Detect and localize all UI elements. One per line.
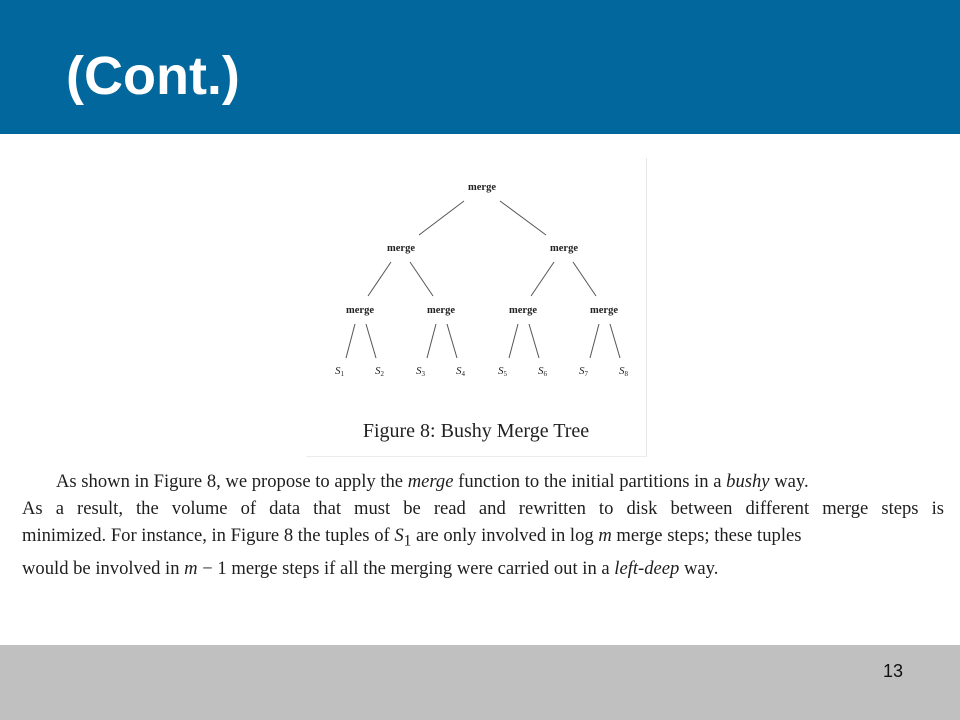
leaf-s1: S1 bbox=[335, 365, 344, 378]
tree-edge bbox=[500, 201, 546, 235]
tree-edge bbox=[447, 324, 457, 358]
paragraph-line-4: would be involved in m − 1 merge steps if all the merging were carried out in a left-deep way. bbox=[22, 557, 719, 579]
leaf-s2: S2 bbox=[375, 365, 384, 378]
merge-node-root: merge bbox=[468, 182, 496, 193]
tree-edge bbox=[410, 262, 433, 296]
tree-edge bbox=[531, 262, 554, 296]
title-bar bbox=[0, 0, 960, 134]
merge-node: merge bbox=[509, 305, 537, 316]
merge-node: merge bbox=[550, 243, 578, 254]
figure-caption: Figure 8: Bushy Merge Tree bbox=[362, 420, 590, 442]
tree-edge bbox=[529, 324, 539, 358]
tree-edge bbox=[346, 324, 355, 358]
tree-edge bbox=[573, 262, 596, 296]
footer-bar bbox=[0, 645, 960, 720]
merge-tree-diagram bbox=[306, 158, 646, 398]
paragraph-line-1: As shown in Figure 8, we propose to apply the merge function to the initial partitions in a bushy way. bbox=[56, 471, 809, 492]
merge-node: merge bbox=[387, 243, 415, 254]
tree-edge bbox=[590, 324, 599, 358]
page-number: 13 bbox=[882, 661, 903, 681]
tree-edge bbox=[427, 324, 436, 358]
leaf-s5: S5 bbox=[498, 365, 507, 378]
body-paragraph bbox=[22, 468, 944, 582]
tree-edge bbox=[509, 324, 518, 358]
figure-bushy-merge-tree bbox=[306, 158, 647, 457]
slide-title: (Cont.) bbox=[66, 46, 240, 106]
paragraph-line-3: minimized. For instance, in Figure 8 the tuples of $S_1$ are only involved in log m merge steps; these tuples bbox=[22, 525, 802, 550]
paragraph-line-2: As a result, the volume of data that must be read and rewritten to disk between different merge steps is bbox=[22, 498, 944, 519]
merge-node: merge bbox=[590, 305, 618, 316]
leaf-s7: S7 bbox=[579, 365, 588, 378]
leaf-s3: S3 bbox=[416, 365, 425, 378]
tree-edge bbox=[368, 262, 391, 296]
leaf-s8: S8 bbox=[619, 365, 628, 378]
tree-edge bbox=[366, 324, 376, 358]
leaf-s4: S4 bbox=[456, 365, 465, 378]
merge-node: merge bbox=[346, 305, 374, 316]
leaf-s6: S6 bbox=[538, 365, 547, 378]
tree-edge bbox=[610, 324, 620, 358]
merge-node: merge bbox=[427, 305, 455, 316]
tree-edge bbox=[419, 201, 464, 235]
